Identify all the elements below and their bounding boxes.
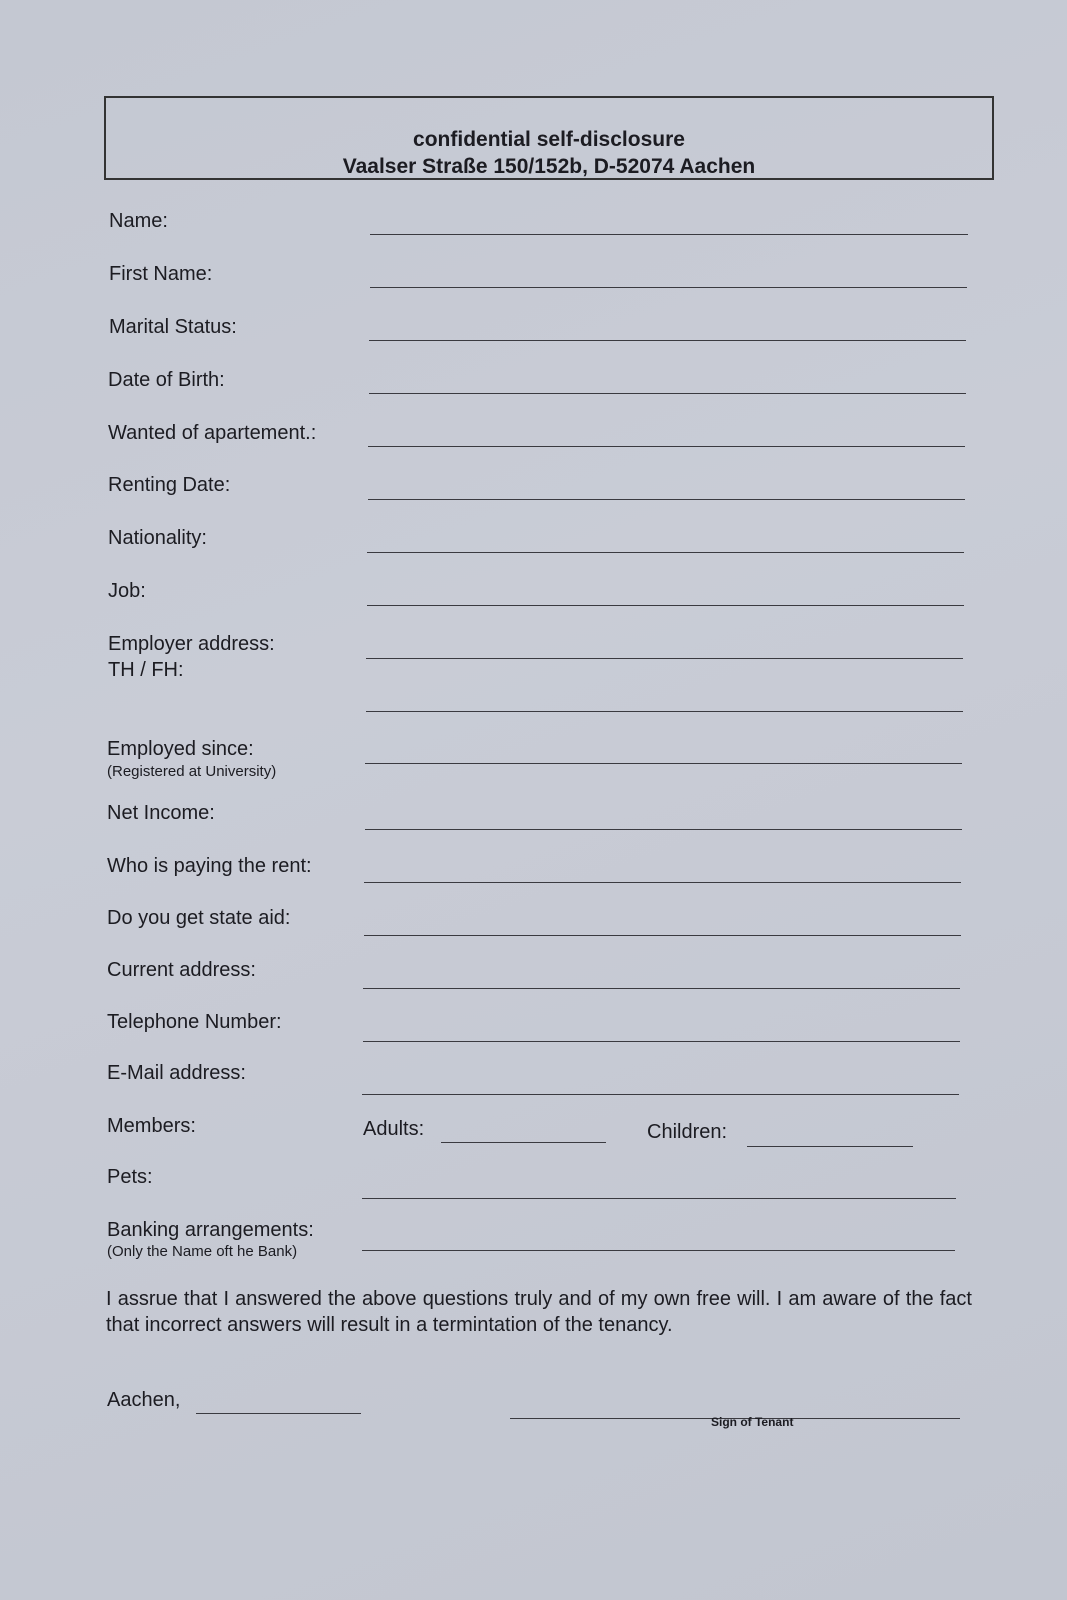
employed-since-note: (Registered at University) (107, 763, 277, 780)
adults-field[interactable] (441, 1142, 606, 1143)
pets-label: Pets: (107, 1166, 153, 1188)
nationality-field[interactable] (367, 552, 964, 553)
form-title: confidential self-disclosure (413, 128, 685, 151)
email-field[interactable] (362, 1094, 959, 1095)
wanted-apartment-label: Wanted of apartement.: (108, 422, 317, 444)
state-aid-label: Do you get state aid: (107, 907, 291, 929)
first-name-field[interactable] (370, 287, 967, 288)
state-aid-field[interactable] (364, 935, 961, 936)
th-fh-field[interactable] (366, 711, 963, 712)
declaration-statement: I assrue that I answered the above questions truly and of my own free will. I am aware of the fact that incorrect answers will result in a termintation of the tenancy. (106, 1288, 972, 1336)
telephone-label: Telephone Number: (107, 1011, 282, 1033)
who-pays-rent-label: Who is paying the rent: (107, 855, 312, 877)
current-address-field[interactable] (363, 988, 960, 989)
th-fh-label: TH / FH: (108, 659, 184, 681)
banking-label: Banking arrangements: (107, 1219, 314, 1241)
form-header (104, 96, 994, 180)
telephone-field[interactable] (363, 1041, 960, 1042)
form-address: Vaalser Straße 150/152b, D-52074 Aachen (342, 155, 756, 178)
date-of-birth-field[interactable] (369, 393, 966, 394)
banking-note: (Only the Name oft he Bank) (107, 1243, 298, 1260)
nationality-label: Nationality: (108, 527, 207, 549)
children-label: Children: (647, 1121, 728, 1143)
children-field[interactable] (747, 1146, 913, 1147)
name-label: Name: (109, 210, 168, 232)
date-of-birth-label: Date of Birth: (108, 369, 225, 391)
net-income-field[interactable] (365, 829, 962, 830)
adults-label: Adults: (363, 1118, 425, 1140)
date-field[interactable] (196, 1413, 361, 1414)
name-field[interactable] (370, 234, 968, 235)
who-pays-rent-field[interactable] (364, 882, 961, 883)
first-name-label: First Name: (109, 263, 213, 285)
marital-status-label: Marital Status: (109, 316, 237, 338)
job-label: Job: (108, 580, 146, 602)
employer-address-field[interactable] (366, 658, 963, 659)
members-label: Members: (107, 1115, 196, 1137)
place-label: Aachen, (107, 1389, 181, 1411)
pets-field[interactable] (362, 1198, 956, 1199)
employer-address-label: Employer address: (108, 633, 275, 655)
sign-caption: Sign of Tenant (711, 1415, 794, 1429)
net-income-label: Net Income: (107, 802, 215, 824)
email-label: E-Mail address: (107, 1062, 246, 1084)
marital-status-field[interactable] (369, 340, 966, 341)
renting-date-label: Renting Date: (108, 474, 231, 496)
job-field[interactable] (367, 605, 964, 606)
employed-since-label: Employed since: (107, 738, 254, 760)
current-address-label: Current address: (107, 959, 256, 981)
renting-date-field[interactable] (368, 499, 965, 500)
banking-field[interactable] (362, 1250, 955, 1251)
wanted-apartment-field[interactable] (368, 446, 965, 447)
employed-since-field[interactable] (365, 763, 962, 764)
